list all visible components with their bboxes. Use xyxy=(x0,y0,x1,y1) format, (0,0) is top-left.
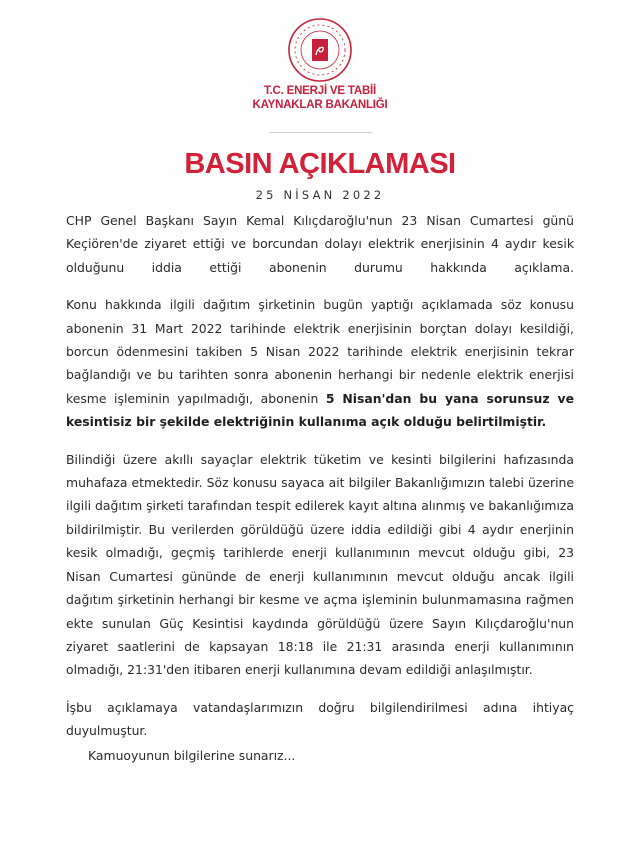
header-divider xyxy=(270,132,372,133)
paragraph-distribution-company xyxy=(66,293,574,433)
ministry-name-line1: T.C. ENERJİ VE TABİİ xyxy=(263,85,377,97)
signoff: Kamuoyunun bilgilerine sunarız... xyxy=(88,747,296,763)
ministry-seal-icon xyxy=(287,17,353,83)
page-title: BASIN AÇIKLAMASI xyxy=(184,148,456,180)
ministry-name-line2: KAYNAKLAR BAKANLIĞI xyxy=(252,99,388,111)
paragraph-emphasis: 5 Nisan'dan bu yana sorunsuz ve kesintisiz bir şekilde elektriğinin kullanıma açık olduğu belirtilmiştir. xyxy=(66,390,574,430)
release-date: 25 NİSAN 2022 xyxy=(255,188,385,202)
statement-body xyxy=(66,209,574,781)
paragraph-purpose: İşbu açıklamaya vatandaşlarımızın doğru bilgilendirilmesi adına ihtiyaç duyulmuştur. xyxy=(66,699,574,739)
ministry-name xyxy=(0,84,640,112)
paragraph-text: Konu hakkında ilgili dağıtım şirketinin bugün yaptığı açıklamada söz konusu abonenin 31 Mart 2022 tarihinde elektrik enerjisinin borçtan dolayı kesildiği, borcun ödenmesini takiben 5 Nisan 2022 tarihinde elektrik enerjisinin tekrar bağlandığı ve bu tarihten sonra abonenin herhangi bir nedenle elektrik enerjisi kesme işleminin yapılmadığı, abonenin xyxy=(66,297,574,406)
paragraph-smart-meter: Bilindiği üzere akıllı sayaçlar elektrik tüketim ve kesinti bilgilerini hafızasında muhafaza etmektedir. Söz konusu sayaca ait bilgiler Bakanlığımızın talebi üzerine ilgili dağıtım şirketi tarafından tespit edilerek kayıt altına alınmış ve bakanlığımıza bildirilmiştir. Bu verilerden görüldüğü üzere iddia edildiği gibi 4 aydır enerjinin kesik olmadığı, geçmiş tarihlerde enerji kullanımının mevcut olduğu gibi, 23 Nisan Cumartesi gününde de enerji kullanımının mevcut olduğu ancak ilgili dağıtım şirketinin herhangi bir kesme ve açma işleminin bulunmamasına rağmen ekte sunulan Güç Kesintisi kaydında görüldüğü üzere Sayın Kılıçdaroğlu'nun ziyaret saatlerini de kapsayan 18:18 ile 21:31 arasında enerji kullanımının olmadığı, 21:31'den itibaren enerji kullanımına devam edildiği anlaşılmıştır. xyxy=(66,451,574,678)
paragraph-intro: CHP Genel Başkanı Sayın Kemal Kılıçdaroğlu'nun 23 Nisan Cumartesi günü Keçiören'de ziyaret ettiği ve borcundan dolayı elektrik enerjisinin 4 aydır kesik olduğunu iddia ettiği abonenin durumu hakkında açıklama. xyxy=(66,213,574,275)
